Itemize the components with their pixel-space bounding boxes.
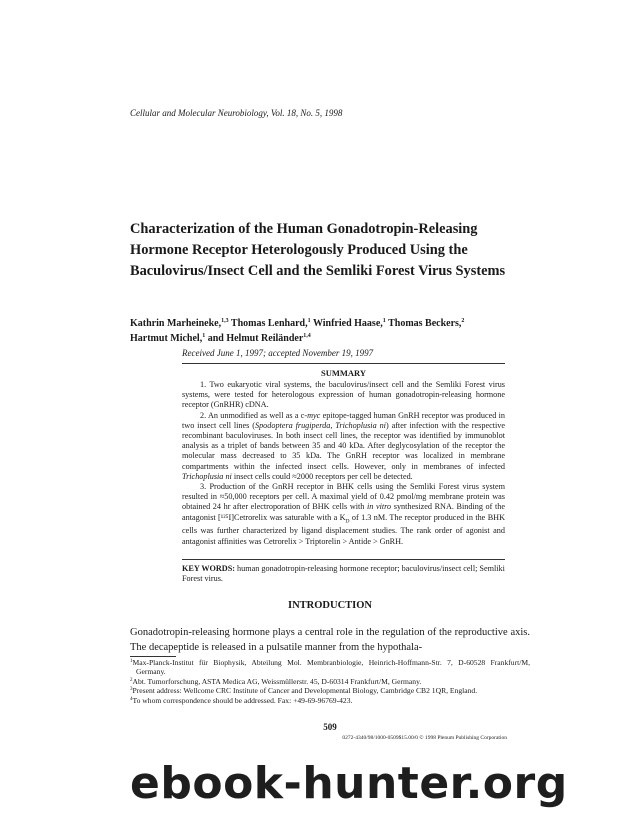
author-affiliation-mark: 1 [202, 333, 206, 339]
key-words-text: human gonadotropin-releasing hormone receptor; baculovirus/insect cell; Semliki Forest virus. [182, 564, 505, 584]
author: Winfried Haase, [310, 318, 383, 329]
introduction-heading: INTRODUCTION [287, 600, 372, 611]
copyright-line: 0272-4340/98/1000-0509$15.00/0 © 1998 Plenum Publishing Corporation [342, 735, 507, 741]
summary-bottom-rule [182, 559, 505, 560]
key-words-label: KEY WORDS: [182, 564, 235, 573]
author-affiliation-mark: 1 [382, 318, 386, 324]
watermark: ebook-hunter.org [130, 758, 568, 809]
footnote: $^3$Present address: Wellcome CRC Institute of Cancer and Developmental Biology, Cambridge CB2 1QR, England. [130, 686, 478, 696]
author: Hartmut Michel, [130, 333, 203, 344]
summary-heading: SUMMARY [320, 368, 367, 378]
footnote: $^1$Max-Planck-Institut für Biophysik, Abteilung Mol. Membranbiologie, Heinrich-Hoffmann-Str. 7, D-60528 Frankfurt/M, Germany. [130, 658, 530, 677]
author-affiliation-mark: 1 [307, 318, 311, 324]
author: Thomas Lenhard, [228, 318, 308, 329]
page-number: 509 [323, 722, 337, 732]
author-affiliation-mark: 1,3 [221, 318, 229, 324]
summary-paragraph-1: 1. Two eukaryotic viral systems, the baculovirus/insect cell and the Semliki Forest virus systems, were tested for heterologous expression of human gonadotropin-releasing hormone receptor (GnRHR) cDNA. [182, 380, 505, 410]
introduction-text: Gonadotropin-releasing hormone plays a central role in the regulation of the reproductive axis. The decapeptide is released in a pulsatile manner from the hypothala- [130, 627, 530, 653]
summary-paragraph-3: 3. Production of the GnRH receptor in BHK cells using the Semliki Forest virus system resulted in ≈50,000 receptors per cell. A maximal yield of 0.42 pmol/mg membrane protein was obtained 24 hr after electroporation of BHK cells with in vitro synthesized RNA. Binding of the antagonist [¹²⁵I]Cetrorelix was saturable with a $K_D$ of 1.3 nM. The receptor produced in the BHK cells was further characterized by ligand displacement studies. The rank order of agonist and antagonist affinities was Cetrorelix > Triptorelin > Antide > GnRH. [182, 482, 505, 546]
author: and Helmut Reiländer [205, 333, 304, 344]
article-title: Characterization of the Human Gonadotropin-Releasing Hormone Receptor Heterologously Produced Using the Baculovirus/Insect Cell and the Semliki Forest Virus Systems [130, 221, 506, 279]
summary-paragraph-2: 2. An unmodified as well as a c-myc epitope-tagged human GnRH receptor was produced in two insect cell lines (Spodoptera frugiperda, Trichoplusia ni) after infection with the respective recombinant baculoviruses. In both insect cell lines, the receptor was identified by immunoblot analysis as a triplet of bands between 35 and 40 kDa. After deglycosylation of the receptor the molecular mass decreased to 35 kDa. The GnRH receptor was localized in membrane compartments within the infected insect cells. However, only in membranes of infected Trichoplusia ni insect cells could ≈2000 receptors per cell be detected. [182, 410, 505, 481]
summary-body [182, 380, 505, 547]
author-list [130, 316, 530, 346]
footnote: $^4$To whom correspondence should be addressed. Fax: +49-69-96769-423. [130, 695, 353, 705]
author-affiliation-mark: 1,4 [303, 333, 311, 339]
received-date: Received June 1, 1997; accepted November 19, 1997 [182, 348, 374, 358]
key-words [182, 564, 505, 584]
journal-citation: Cellular and Molecular Neurobiology, Vol. 18, No. 5, 1998 [130, 108, 343, 118]
footnote: $^2$Abt. Tumorforschung, ASTA Medica AG, Weissmüllerstr. 45, D-60314 Frankfurt/M, Germany. [130, 676, 422, 686]
summary-top-rule [182, 363, 505, 364]
author: Thomas Beckers, [385, 318, 462, 329]
author: Kathrin Marheineke, [130, 318, 222, 329]
author-affiliation-mark: 2 [461, 318, 465, 324]
footnote-rule [130, 656, 176, 657]
footnotes [130, 658, 530, 705]
